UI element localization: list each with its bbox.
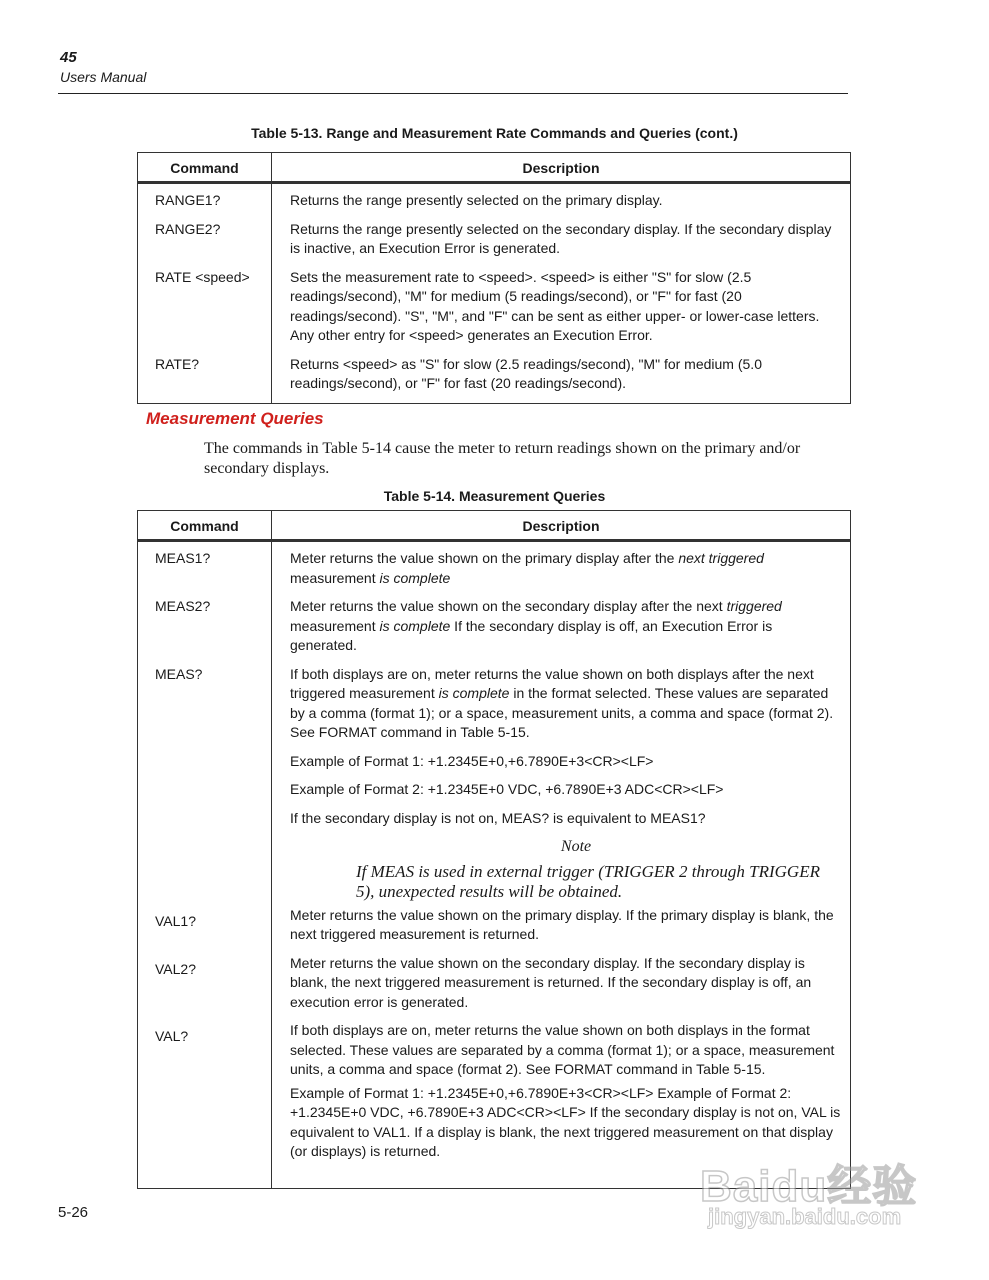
- table13-body: [138, 184, 850, 403]
- page-header: [60, 48, 146, 86]
- description-cell: If both displays are on, meter returns the value shown on both displays in the format selected. These values are separated by a comma (format 1); or a space, measurement units, a comma and space (format 2). See FORMAT command in Table 5-15. Example of Format 1: +1.2345E+0,+6.7890E+3<CR><LF> Example of Format 2: +1.2345E+0 VDC, +6.7890E+3 ADC<CR><LF> If the secondary display is not on, VAL is equivalent to VAL1. If a display is blank, the next triggered measurement on that display (or displays) is returned.: [290, 1022, 841, 1159]
- table-row: [138, 1021, 850, 1162]
- table-row: [138, 220, 850, 259]
- table-row: [138, 355, 850, 394]
- command-cell: MEAS2?: [155, 598, 211, 614]
- watermark-logo: Baidu经验: [700, 1162, 918, 1211]
- section-heading: Measurement Queries: [146, 409, 324, 428]
- watermark: [700, 1150, 940, 1240]
- table-row: [138, 549, 850, 588]
- equivalence-note: If the secondary display is not on, MEAS? is equivalent to MEAS1?: [290, 809, 706, 826]
- note-text: If MEAS is used in external trigger (TRIGGER 2 through TRIGGER 5), unexpected results will be obtained.: [356, 861, 820, 901]
- table14-col-command: Command: [138, 511, 272, 539]
- command-cell: RANGE1?: [155, 192, 221, 208]
- table14: [137, 510, 851, 1189]
- format1-example: Example of Format 1: +1.2345E+0,+6.7890E+3<CR><LF>: [290, 752, 654, 769]
- section-paragraph: The commands in Table 5-14 cause the meter to return readings shown on the primary and/or secondary displays.: [204, 440, 801, 477]
- table13: [137, 152, 851, 404]
- description-cell: Meter returns the value shown on the primary display. If the primary display is blank, the next triggered measurement is returned.: [290, 906, 834, 942]
- description-cell: Sets the measurement rate to <speed>. <speed> is either "S" for slow (2.5 readings/second), "M" for medium (5 readings/second), or "F" for fast (20 readings/second). "S", "M", and "F" can be sent as either upper- or lower-case letters. Any other entry for <speed> generates an Execution Error.: [290, 268, 820, 343]
- description-cell: Meter returns the value shown on the secondary display. If the secondary display is blank, the next triggered measurement is returned. If the secondary display is off, an execution error is generated.: [290, 954, 812, 1010]
- chapter-number: 45: [60, 49, 77, 66]
- table13-header: [138, 153, 850, 184]
- command-cell: VAL2?: [155, 960, 196, 977]
- header-rule: [58, 93, 848, 94]
- table-row: [138, 906, 850, 945]
- description-cell: Returns <speed> as "S" for slow (2.5 readings/second), "M" for medium (5.0 readings/second), or "F" for fast (20 readings/second).: [290, 355, 762, 391]
- description-cell: Meter returns the value shown on the secondary display after the next triggered measurement is complete If the secondary display is off, an Execution Error is generated.: [290, 598, 782, 653]
- description-cell: Returns the range presently selected on the secondary display. If the secondary display is inactive, an Execution Error is generated.: [290, 220, 832, 256]
- command-cell: RATE?: [155, 355, 200, 372]
- table13-col-command: Command: [138, 153, 272, 181]
- description-cell: If both displays are on, meter returns the value shown on both displays after the next triggered measurement is complete in the format selected. These values are separated by a comma (format 1); or a space, measurement units, a comma and space (format 2). See FORMAT command in Table 5-15. Example of Format 1: +1.2345E+0,+6.7890E+3<CR><LF> Example of Format 2: +1.2345E+0 VDC, +6.7890E+3 ADC<CR><LF> If the secondary display is not on, MEAS? is equivalent to MEAS1? Note If MEAS is used in external trigger (TRIGGER 2 through TRIGGER 5), unexpected results will be obtained.: [271, 665, 850, 902]
- table-row: [138, 191, 850, 211]
- watermark-url: jingyan.baidu.com: [708, 1204, 902, 1229]
- command-cell: VAL1?: [155, 912, 196, 929]
- manual-title: Users Manual: [60, 69, 147, 85]
- table14-body: [138, 542, 850, 1188]
- table13-col-description: Description: [522, 160, 600, 176]
- table14-caption: Table 5-14. Measurement Queries: [383, 488, 606, 504]
- format2-example: Example of Format 2: +1.2345E+0 VDC, +6.7890E+3 ADC<CR><LF>: [290, 781, 724, 797]
- command-cell: RATE <speed>: [155, 268, 250, 285]
- description-cell: Returns the range presently selected on the primary display.: [290, 192, 663, 208]
- command-cell: VAL?: [155, 1028, 189, 1044]
- command-cell: MEAS?: [155, 665, 203, 682]
- description-cell: Meter returns the value shown on the primary display after the next triggered measurement is complete: [290, 550, 764, 586]
- command-cell: RANGE2?: [155, 220, 221, 237]
- command-cell: MEAS1?: [155, 550, 211, 566]
- table-row: [138, 665, 850, 902]
- table14-col-description: Description: [522, 518, 600, 534]
- table-row: [138, 954, 850, 1013]
- table-row: [138, 268, 850, 346]
- page-number: 5-26: [58, 1204, 89, 1221]
- table14-header: [138, 511, 850, 542]
- note-label: Note: [560, 838, 592, 855]
- table13-caption: Table 5-13. Range and Measurement Rate Commands and Queries (cont.): [251, 125, 738, 141]
- table-row: [138, 597, 850, 656]
